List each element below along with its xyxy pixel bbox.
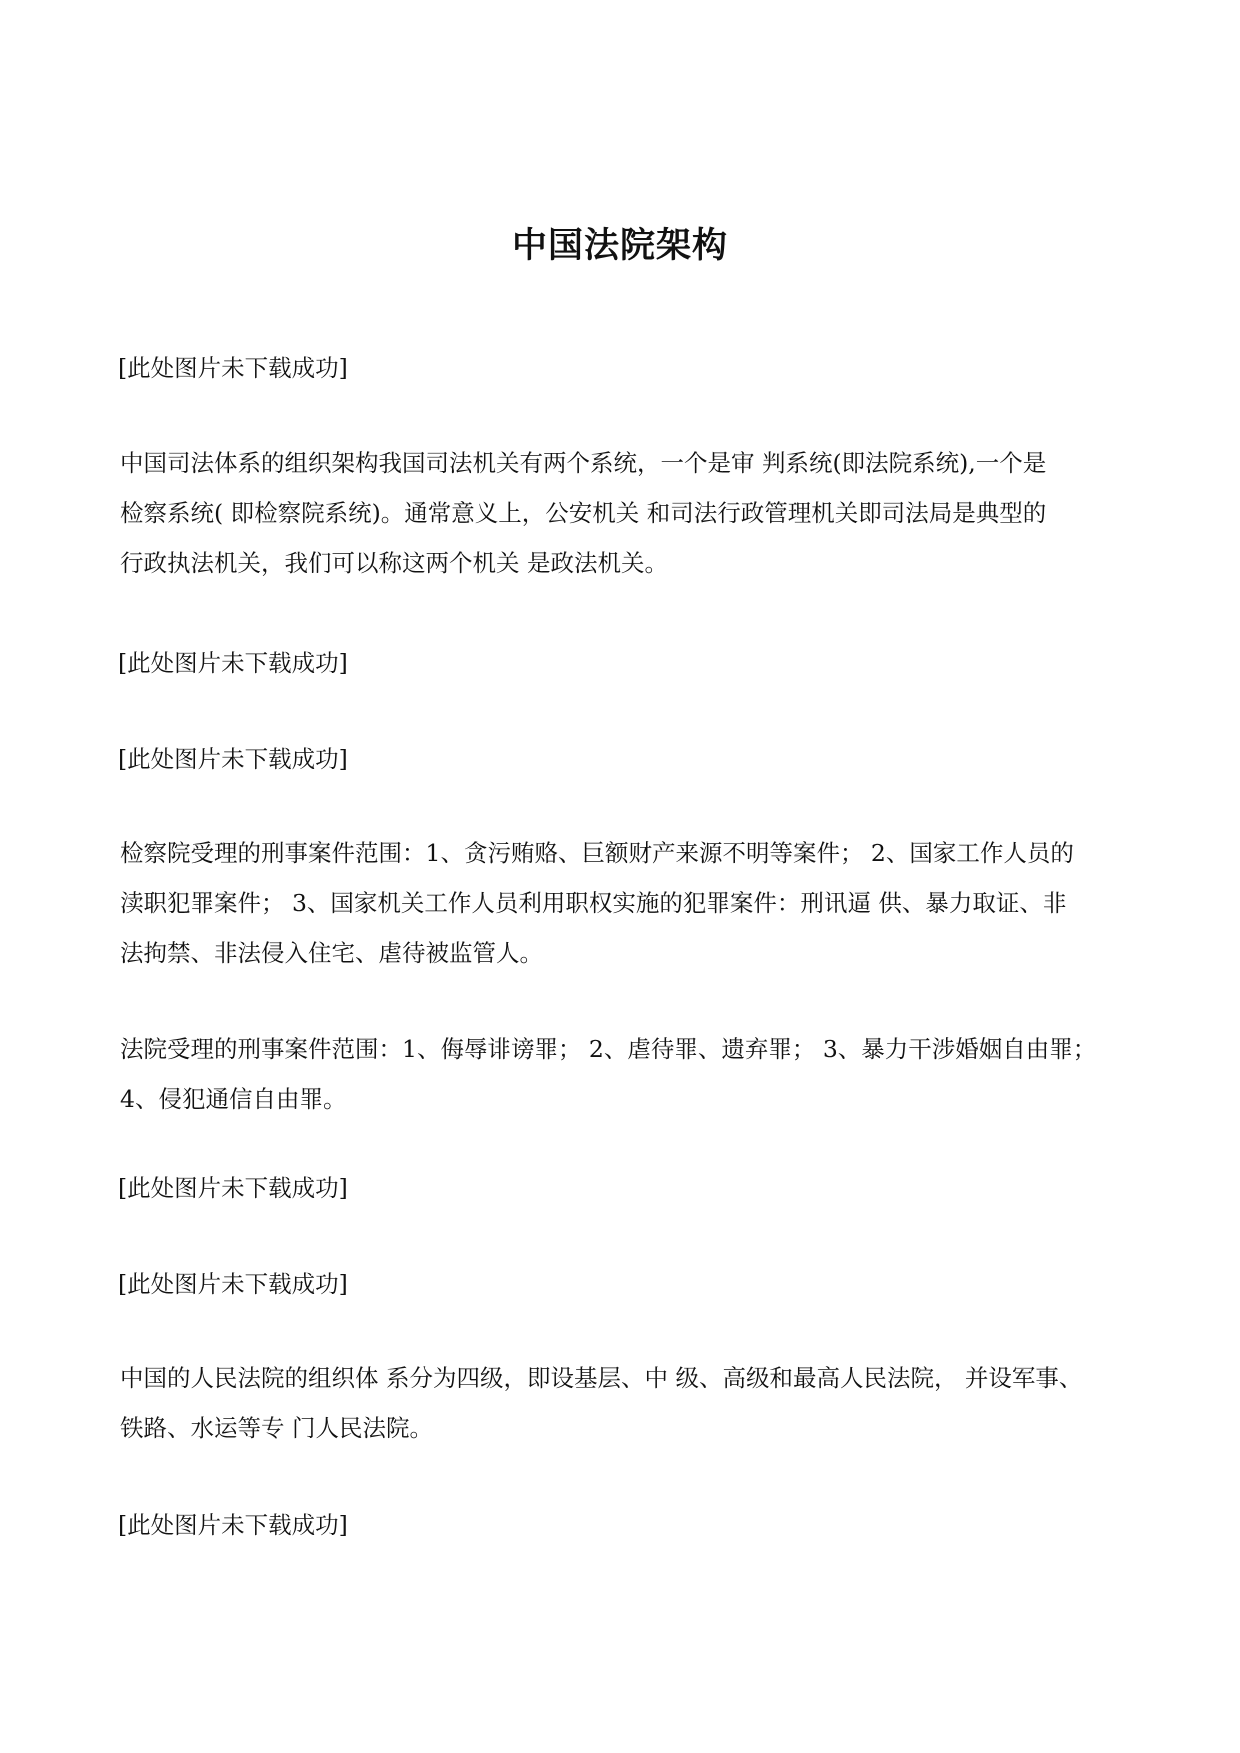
paragraph-court-levels [120, 1353, 1120, 1453]
paragraph-line: 4、侵犯通信自由罪。 [120, 1085, 347, 1113]
document-title: 中国法院架构 [511, 225, 728, 266]
paragraph-line: 检察系统( 即检察院系统)。通常意义上，公安机关 和司法行政管理机关即司法局是典型的 [120, 499, 1047, 527]
paragraph-court-cases [120, 1024, 1120, 1124]
paragraph-line: 检察院受理的刑事案件范围：1、贪污贿赂、巨额财产来源不明等案件； 2、国家工作人员的 [120, 839, 1074, 867]
paragraph-procuratorate-cases [120, 828, 1120, 978]
paragraph-line: 中国司法体系的组织架构我国司法机关有两个系统，一个是审 判系统(即法院系统),一个是 [120, 449, 1047, 477]
image-placeholder: [此处图片未下载成功] [118, 649, 348, 677]
paragraph-line: 法拘禁、非法侵入住宅、虐待被监管人。 [120, 939, 543, 967]
image-placeholder: [此处图片未下载成功] [118, 1270, 348, 1298]
image-placeholder: [此处图片未下载成功] [118, 745, 348, 773]
paragraph-line: 法院受理的刑事案件范围：1、侮辱诽谤罪； 2、虐待罪、遗弃罪； 3、暴力干涉婚姻自由罪； [120, 1035, 1097, 1063]
paragraph-line: 中国的人民法院的组织体 系分为四级，即设基层、中 级、高级和最高人民法院， 并设军事、 [120, 1364, 1083, 1392]
image-placeholder: [此处图片未下载成功] [118, 1511, 348, 1539]
image-placeholder: [此处图片未下载成功] [118, 1174, 348, 1202]
image-placeholder: [此处图片未下载成功] [118, 354, 348, 382]
paragraph-judicial-system [120, 438, 1120, 588]
paragraph-line: 渎职犯罪案件； 3、国家机关工作人员利用职权实施的犯罪案件：刑讯逼 供、暴力取证、非 [120, 889, 1067, 917]
paragraph-line: 行政执法机关，我们可以称这两个机关 是政法机关。 [120, 549, 668, 577]
paragraph-line: 铁路、水运等专 门人民法院。 [120, 1414, 433, 1442]
